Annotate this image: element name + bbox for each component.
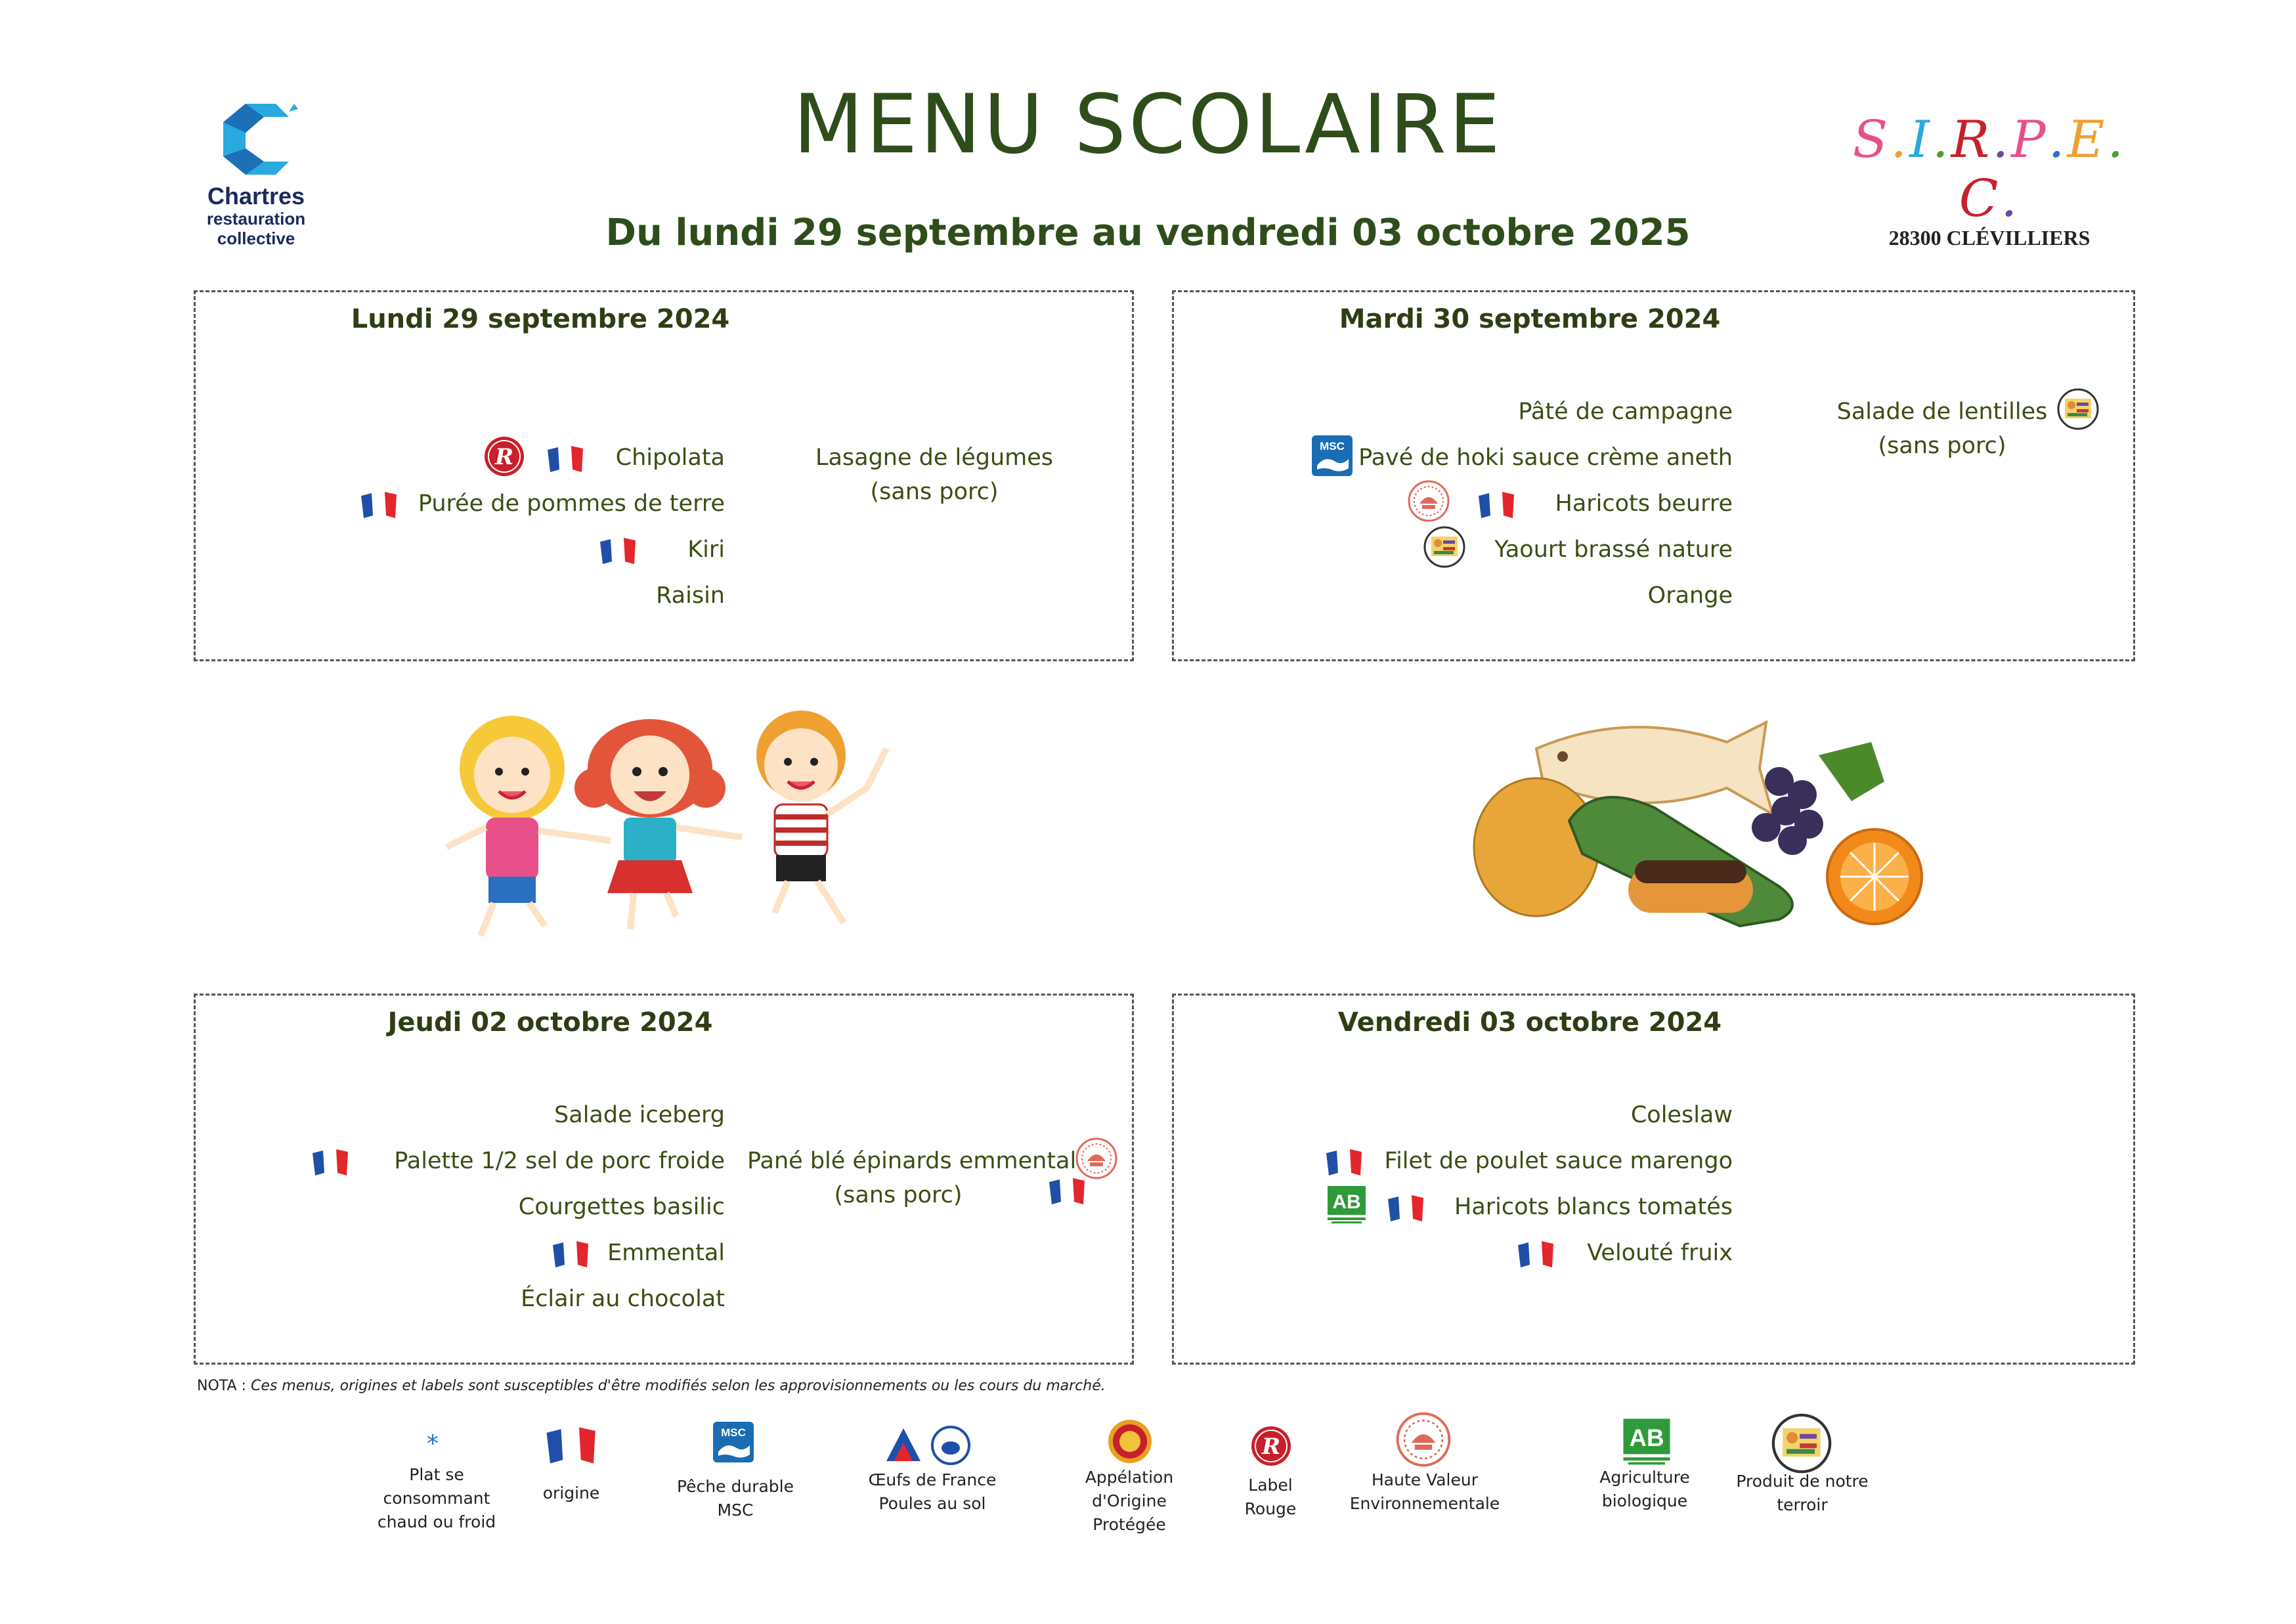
- legend-label: [368, 1463, 506, 1534]
- menu-item-alt: Lasagne de légumes: [815, 445, 1054, 471]
- legend-line: Appélation: [1085, 1468, 1174, 1487]
- france-flag-icon: [597, 535, 639, 567]
- sirpec-letter: R: [1951, 110, 1993, 169]
- legend-line: d'Origine: [1092, 1491, 1167, 1510]
- menu-item-alt: (sans porc): [1878, 433, 2006, 459]
- menu-item: Orange: [1647, 582, 1733, 609]
- asterisk-icon: *: [427, 1430, 439, 1457]
- sirpec-name: [1852, 110, 2127, 229]
- sirpec-letter: .: [1992, 110, 2012, 169]
- legend-line: Label: [1248, 1476, 1293, 1495]
- menu-item: Haricots beurre: [1555, 491, 1733, 517]
- sirpec-letter: .: [2107, 110, 2127, 169]
- sirpec-letter: .: [2048, 110, 2068, 169]
- menu-item: Pâté de campagne: [1518, 399, 1733, 425]
- menu-item: Velouté fruix: [1587, 1240, 1733, 1266]
- legend-line: Plat se: [409, 1465, 464, 1484]
- legend-line: Produit de notre: [1736, 1472, 1869, 1491]
- menu-item: Haricots blancs tomatés: [1454, 1194, 1733, 1220]
- menu-item-alt: (sans porc): [834, 1182, 963, 1208]
- day-box-monday: [194, 290, 1134, 661]
- legend-label: [1714, 1470, 1891, 1517]
- ab-icon: [1326, 1185, 1367, 1225]
- menu-item: Salade iceberg: [554, 1102, 725, 1128]
- legend-line: Agriculture: [1599, 1468, 1690, 1487]
- france-flag-icon: [1324, 1147, 1366, 1178]
- sirpec-logo: [1852, 110, 2127, 250]
- france-flag-icon: [1047, 1175, 1089, 1207]
- legend-line: Poules au sol: [878, 1494, 986, 1513]
- menu-item: Pavé de hoki sauce crème aneth: [1358, 445, 1733, 471]
- children-illustration: [433, 696, 985, 952]
- france-flag-icon: [1515, 1239, 1557, 1270]
- ab-icon: [1622, 1417, 1672, 1467]
- legend-line: origine: [542, 1483, 600, 1503]
- oeufs-france-icon: [880, 1422, 978, 1469]
- logo-name: Chartres: [207, 183, 305, 209]
- menu-item: Coleslaw: [1630, 1102, 1733, 1128]
- legend-line: chaud ou froid: [377, 1512, 496, 1531]
- menu-item: Yaourt brassé nature: [1494, 537, 1733, 563]
- hve-icon: [1408, 480, 1450, 522]
- sirpec-letter: .: [1890, 110, 1910, 169]
- legend-label: [1333, 1468, 1517, 1516]
- legend-line: Protégée: [1093, 1515, 1166, 1534]
- day-title: Vendredi 03 octobre 2024: [1337, 1007, 1722, 1038]
- page-title: MENU SCOLAIRE: [793, 77, 1503, 172]
- france-flag-icon: [542, 1424, 601, 1467]
- nota-label: NOTA :: [197, 1378, 251, 1394]
- legend-label: [1057, 1466, 1202, 1537]
- menu-item: Emmental: [607, 1240, 725, 1266]
- legend-label: [1221, 1474, 1320, 1521]
- menu-item: Éclair au chocolat: [521, 1286, 725, 1312]
- terroir-icon: [2057, 388, 2099, 430]
- food-illustration: [1464, 696, 1937, 946]
- france-flag-icon: [310, 1147, 352, 1178]
- sirpec-letter: S: [1852, 110, 1891, 169]
- sirpec-letter: C: [1959, 169, 2001, 229]
- nota-text: Ces menus, origines et labels sont susceptibles d'être modifiés selon les approvisionnements ou les cours du marché.: [250, 1378, 1106, 1394]
- logo-subtitle: restauration: [206, 209, 306, 229]
- page-subtitle: Du lundi 29 septembre au vendredi 03 octobre 2025: [605, 211, 1691, 254]
- label-rouge-icon: [1250, 1425, 1292, 1467]
- sirpec-address: 28300 CLÉVILLIERS: [1888, 226, 2090, 250]
- france-flag-icon: [545, 443, 587, 475]
- legend-label: [854, 1468, 1011, 1516]
- msc-icon: [713, 1418, 754, 1466]
- legend-label: [519, 1481, 624, 1505]
- sirpec-letter: P: [2011, 110, 2048, 169]
- menu-item: Purée de pommes de terre: [418, 491, 725, 517]
- legend-line: MSC: [717, 1501, 754, 1520]
- hve-icon: [1396, 1412, 1451, 1467]
- menu-item: Courgettes basilic: [518, 1194, 725, 1220]
- menu-item-alt: (sans porc): [870, 479, 999, 505]
- menu-item: Palette 1/2 sel de porc froide: [394, 1148, 725, 1174]
- day-title: Jeudi 02 octobre 2024: [387, 1007, 713, 1038]
- msc-icon: [1312, 435, 1353, 476]
- france-flag-icon: [550, 1239, 592, 1270]
- sirpec-letter: I: [1909, 110, 1932, 169]
- menu-item-alt: Pané blé épinards emmental: [747, 1148, 1077, 1174]
- sirpec-letter: E: [2067, 110, 2108, 169]
- aop-icon: [1107, 1418, 1153, 1464]
- legend-line: Pêche durable: [677, 1477, 794, 1496]
- label-rouge-icon: [483, 435, 525, 477]
- hve-icon: [1075, 1137, 1117, 1179]
- terroir-icon: [1423, 526, 1465, 568]
- day-box-thursday: [194, 994, 1134, 1365]
- legend-line: Haute Valeur: [1371, 1470, 1479, 1489]
- nota-note: [197, 1378, 1106, 1394]
- france-flag-icon: [1385, 1193, 1427, 1224]
- menu-item: Filet de poulet sauce marengo: [1384, 1148, 1733, 1174]
- france-flag-icon: [1476, 489, 1518, 521]
- menu-item: Raisin: [656, 582, 725, 609]
- legend-line: Œufs de France: [868, 1470, 997, 1489]
- day-box-friday: [1172, 994, 2135, 1365]
- menu-item: Kiri: [687, 537, 725, 563]
- day-box-tuesday: [1172, 290, 2135, 661]
- legend-line: Environnementale: [1349, 1494, 1500, 1513]
- france-flag-icon: [358, 489, 401, 521]
- day-title: Lundi 29 septembre 2024: [351, 304, 730, 334]
- day-title: Mardi 30 septembre 2024: [1339, 304, 1721, 334]
- legend-label: [663, 1475, 808, 1522]
- legend-line: terroir: [1777, 1495, 1828, 1514]
- legend-line: Rouge: [1244, 1499, 1297, 1518]
- terroir-icon: [1771, 1413, 1832, 1474]
- sirpec-letter: .: [2001, 169, 2020, 229]
- sirpec-letter: .: [1932, 110, 1951, 169]
- legend-label: [1569, 1466, 1720, 1513]
- menu-item: Chipolata: [615, 445, 725, 471]
- legend-line: biologique: [1601, 1491, 1688, 1510]
- legend-line: consommant: [383, 1489, 490, 1508]
- logo-subtitle: collective: [217, 229, 295, 248]
- menu-item-alt: Salade de lentilles: [1836, 399, 2048, 425]
